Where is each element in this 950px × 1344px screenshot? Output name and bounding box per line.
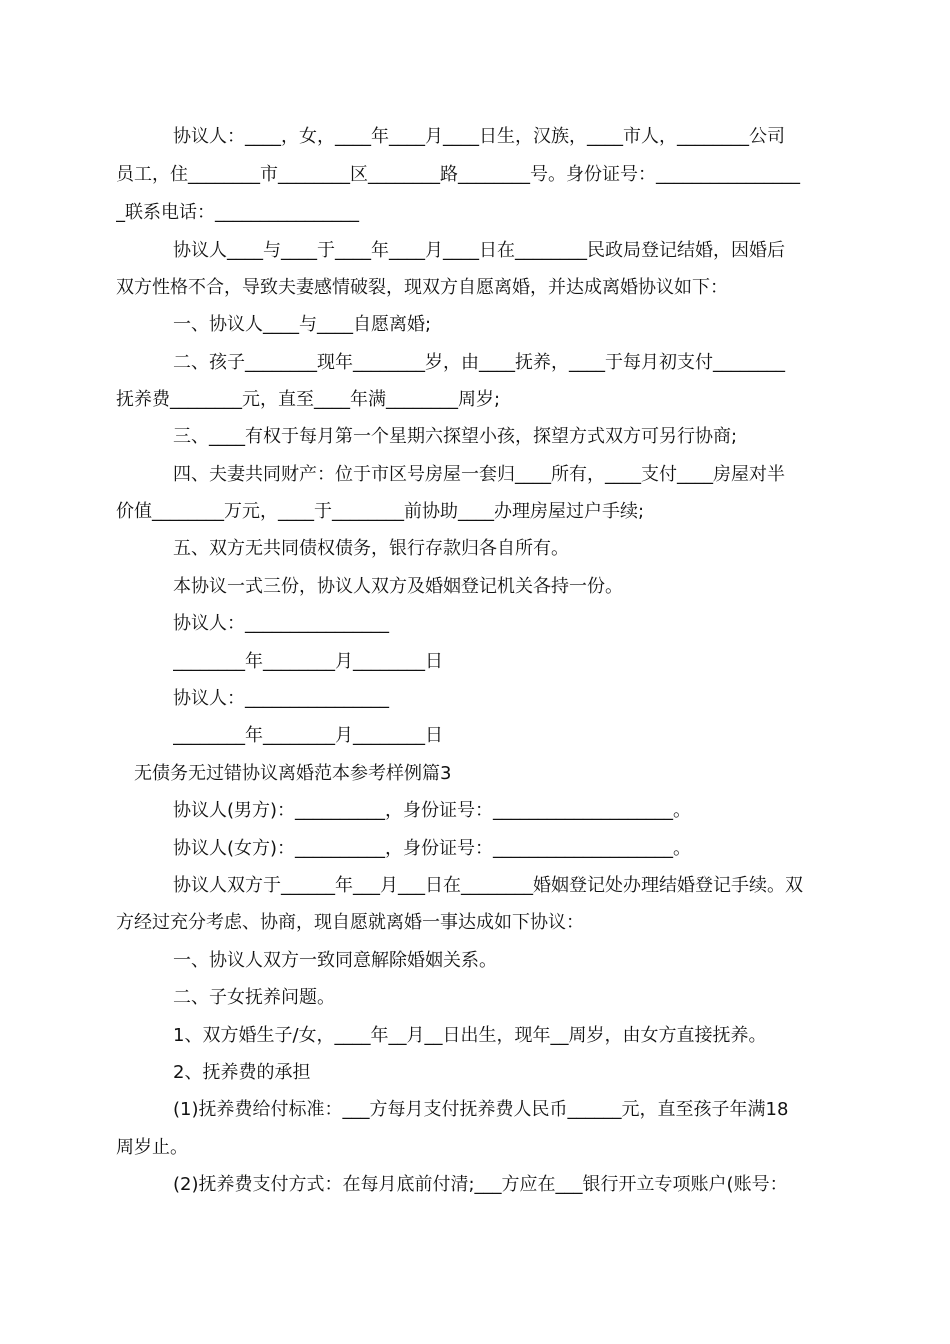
text-line: 员工，住________市________区________路________号。身份证号：________________: [116, 164, 800, 185]
text-line: 二、孩子________现年________岁，由____抚养，____于每月初支付________: [173, 352, 785, 373]
text-line: 协议人(男方)：__________，身份证号：____________________。: [173, 800, 692, 821]
text-line: 五、双方无共同债权债务，银行存款归各自所有。: [173, 538, 569, 559]
signature-line: 协议人：________________: [173, 688, 389, 709]
text-line: 二、子女抚养问题。: [173, 987, 335, 1008]
text-line: _联系电话：________________: [116, 202, 359, 223]
text-line: (2)抚养费支付方式：在每月底前付清;___方应在___银行开立专项账户(账号：: [173, 1174, 788, 1195]
text-line: 价值________万元，____于________前协助____办理房屋过户手续;: [116, 501, 645, 522]
text-line: 协议人____与____于____年____月____日在________民政局登记结婚，因婚后: [173, 240, 785, 261]
text-line: 协议人双方于______年___月___日在________婚姻登记处办理结婚登记手续。双: [173, 875, 803, 896]
text-line: 1、双方婚生子/女，____年__月__日出生，现年__周岁，由女方直接抚养。: [173, 1025, 767, 1046]
text-line: 双方性格不合，导致夫妻感情破裂，现双方自愿离婚，并达成离婚协议如下：: [116, 277, 728, 298]
text-line: 三、____有权于每月第一个星期六探望小孩，探望方式双方可另行协商;: [173, 426, 738, 447]
text-line: 周岁止。: [116, 1137, 188, 1158]
date-line: ________年________月________日: [173, 725, 443, 746]
text-line: 本协议一式三份，协议人双方及婚姻登记机关各持一份。: [173, 576, 623, 597]
text-line: 方经过充分考虑、协商，现自愿就离婚一事达成如下协议：: [116, 912, 584, 933]
date-line: ________年________月________日: [173, 651, 443, 672]
text-line: 抚养费________元，直至____年满________周岁;: [116, 389, 501, 410]
text-line: 一、协议人双方一致同意解除婚姻关系。: [173, 950, 497, 971]
section-heading: 无债务无过错协议离婚范本参考样例篇3: [134, 763, 452, 784]
text-line: 2、抚养费的承担: [173, 1062, 311, 1083]
text-line: (1)抚养费给付标准：___方每月支付抚养费人民币______元，直至孩子年满18: [173, 1099, 789, 1120]
text-line: 四、夫妻共同财产：位于市区号房屋一套归____所有，____支付____房屋对半: [173, 464, 785, 485]
text-line: 协议人：____，女，____年____月____日生，汉族，____市人，________公司: [173, 126, 785, 147]
text-line: 协议人(女方)：__________，身份证号：____________________。: [173, 838, 692, 859]
signature-line: 协议人：________________: [173, 613, 389, 634]
text-line: 一、协议人____与____自愿离婚;: [173, 314, 432, 335]
